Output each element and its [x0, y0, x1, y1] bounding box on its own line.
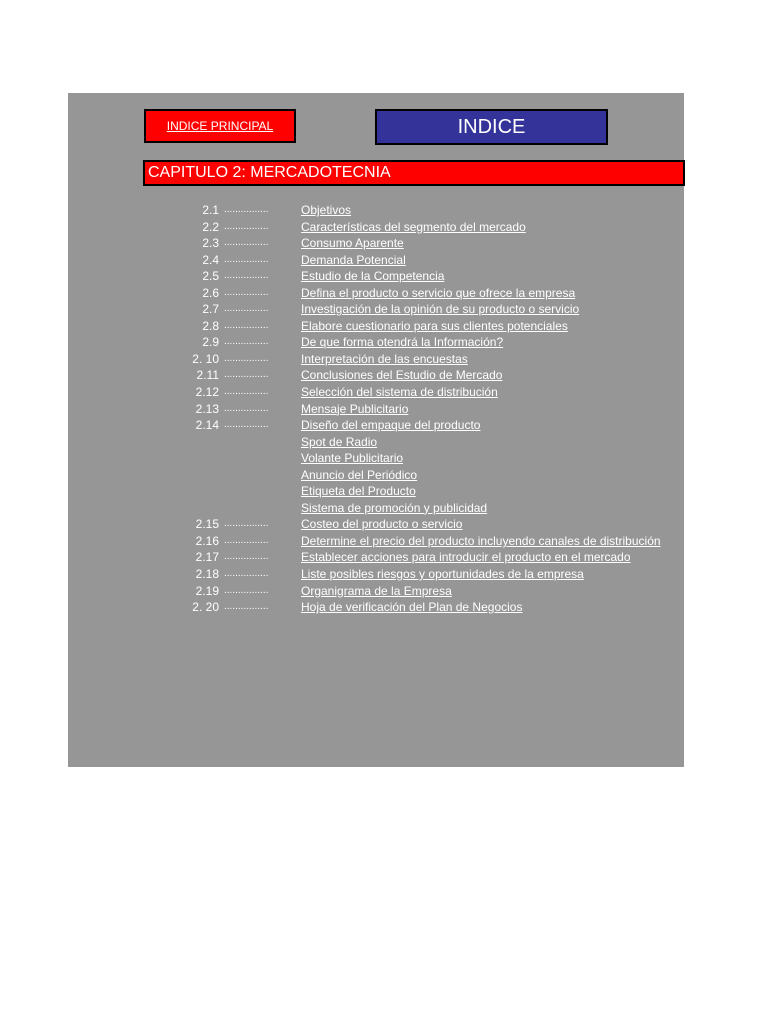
toc-link[interactable]: Investigación de la opinión de su producto o servicio [301, 302, 580, 317]
toc-dot-leader: ................ [224, 220, 269, 232]
toc-row [180, 516, 684, 533]
toc-dot-leader: ................ [224, 270, 269, 282]
toc-number: 2.3 [202, 236, 219, 251]
toc-link[interactable]: Liste posibles riesgos y oportunidades de la empresa [301, 567, 584, 582]
toc-link[interactable]: Diseño del empaque del producto [301, 418, 481, 433]
toc-row [180, 434, 684, 451]
toc-dot-leader: ................ [224, 336, 269, 348]
toc-number: 2.2 [202, 219, 219, 234]
toc-row [180, 566, 684, 583]
toc-link[interactable]: De que forma otendrá la Información? [301, 335, 504, 350]
toc-dot-leader: ................ [224, 584, 269, 596]
toc-number: 2.18 [195, 567, 219, 582]
toc-row [180, 367, 684, 384]
toc-dot-leader: ................ [224, 352, 269, 364]
toc-dot-leader: ................ [224, 319, 269, 331]
toc-link[interactable]: Objetivos [301, 203, 352, 217]
toc-link[interactable]: Selección del sistema de distribución [301, 385, 498, 400]
toc-number: 2.17 [195, 550, 219, 565]
toc-link[interactable]: Consumo Aparente [301, 236, 404, 251]
toc-dot-leader: ................ [224, 568, 269, 580]
toc-row [180, 301, 684, 318]
toc-link[interactable]: Establecer acciones para introducir el producto en el mercado [301, 550, 631, 565]
toc-row [180, 500, 684, 517]
toc-link[interactable]: Estudio de la Competencia [301, 269, 445, 284]
toc-dot-leader: ................ [224, 369, 269, 381]
indice-title: INDICE [375, 109, 608, 145]
toc-number: 2.16 [195, 533, 219, 548]
toc-link[interactable]: Sistema de promoción y publicidad [301, 500, 488, 515]
toc-row [180, 268, 684, 285]
indice-principal-link[interactable]: INDICE PRINCIPAL [166, 119, 274, 133]
toc-link[interactable]: Etiqueta del Producto [301, 484, 416, 499]
toc-number: 2.15 [195, 517, 219, 532]
toc-row [180, 334, 684, 351]
toc-number: 2.9 [202, 335, 219, 350]
toc-number: 2. 10 [192, 351, 219, 366]
toc-row [180, 450, 684, 467]
toc-number: 2.14 [195, 418, 219, 433]
toc-dot-leader: ................ [224, 386, 269, 398]
toc-dot-leader: ................ [224, 551, 269, 563]
toc-number: 2.11 [196, 368, 219, 383]
toc-link[interactable]: Conclusiones del Estudio de Mercado [301, 368, 503, 383]
toc-row [180, 202, 684, 219]
toc-row [180, 533, 684, 550]
toc-number: 2.6 [202, 285, 219, 300]
toc-link[interactable]: Anuncio del Periódico [301, 467, 418, 482]
toc-number: 2.19 [195, 583, 219, 598]
toc-link[interactable]: Defina el producto o servicio que ofrece la empresa [301, 285, 576, 300]
toc-row [180, 483, 684, 500]
toc-row [180, 583, 684, 600]
toc-number: 2.12 [195, 385, 219, 400]
toc-row [180, 219, 684, 236]
toc-link[interactable]: Determine el precio del producto incluyendo canales de distribución [301, 533, 661, 548]
toc-dot-leader: ................ [224, 204, 269, 215]
toc-link[interactable]: Hoja de verificación del Plan de Negocios [301, 600, 523, 615]
toc-link[interactable]: Organigrama de la Empresa [301, 583, 452, 598]
table-of-contents [180, 202, 684, 616]
toc-link[interactable]: Elabore cuestionario para sus clientes potenciales [301, 318, 568, 333]
toc-number: 2. 20 [192, 600, 219, 615]
toc-row [180, 401, 684, 418]
toc-row [180, 384, 684, 401]
toc-link[interactable]: Volante Publicitario [301, 451, 404, 466]
toc-row [180, 599, 684, 616]
indice-principal-button[interactable] [144, 109, 296, 143]
toc-row [180, 285, 684, 302]
toc-number: 2.4 [202, 252, 219, 267]
toc-row [180, 467, 684, 484]
toc-dot-leader: ................ [224, 253, 269, 265]
toc-link[interactable]: Mensaje Publicitario [301, 401, 409, 416]
toc-row [180, 351, 684, 368]
toc-dot-leader: ................ [224, 286, 269, 298]
toc-number: 2.8 [202, 318, 219, 333]
toc-dot-leader: ................ [224, 601, 269, 613]
toc-row [180, 235, 684, 252]
toc-dot-leader: ................ [224, 237, 269, 249]
toc-link[interactable]: Costeo del producto o servicio [301, 517, 463, 532]
toc-row [180, 549, 684, 566]
toc-dot-leader: ................ [224, 419, 269, 431]
toc-dot-leader: ................ [224, 402, 269, 414]
toc-number: 2.1 [202, 203, 219, 217]
toc-number: 2.5 [202, 269, 219, 284]
chapter-title: CAPITULO 2: MERCADOTECNIA [143, 160, 685, 186]
toc-dot-leader: ................ [224, 534, 269, 546]
toc-row [180, 252, 684, 269]
toc-link[interactable]: Interpretación de las encuestas [301, 351, 468, 366]
toc-dot-leader: ................ [224, 518, 269, 530]
toc-link[interactable]: Spot de Radio [301, 434, 378, 449]
toc-dot-leader: ................ [224, 303, 269, 315]
toc-number: 2.13 [195, 401, 219, 416]
toc-number: 2.7 [202, 302, 219, 317]
toc-row [180, 417, 684, 434]
toc-link[interactable]: Demanda Potencial [301, 252, 406, 267]
toc-row [180, 318, 684, 335]
toc-link[interactable]: Características del segmento del mercado [301, 219, 526, 234]
